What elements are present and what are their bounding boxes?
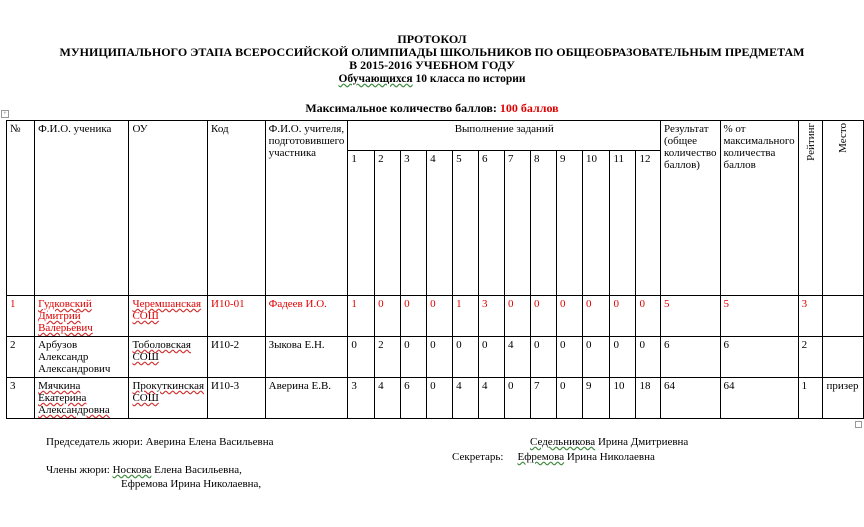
row-percent: 64	[720, 378, 798, 419]
row-rating: 3	[798, 296, 823, 337]
row-score: 0	[636, 337, 661, 378]
secretary-surname: Ефремова	[517, 451, 565, 463]
row-score: 0	[427, 337, 453, 378]
protocol-class-line	[0, 73, 864, 86]
table-row	[7, 378, 864, 419]
row-score: 0	[557, 296, 583, 337]
header-name: Ф.И.О. ученика	[35, 121, 129, 296]
task-number: 3	[401, 151, 427, 296]
row-percent: 6	[720, 337, 798, 378]
row-result: 5	[661, 296, 721, 337]
task-number: 10	[582, 151, 609, 296]
protocol-title: ПРОТОКОЛ	[397, 32, 467, 46]
row-result: 6	[661, 337, 721, 378]
jury-member2: Ефремова Ирина Николаевна,	[121, 478, 262, 490]
row-rating: 1	[798, 378, 823, 419]
jury-right-name	[530, 436, 688, 448]
secretary-label: Секретарь:	[452, 451, 504, 463]
task-number: 12	[636, 151, 661, 296]
row-school-text: Тоболовская СОШ	[132, 339, 191, 363]
row-score: 0	[531, 337, 557, 378]
row-score: 1	[348, 296, 375, 337]
row-place	[823, 337, 864, 378]
jury-right-surname: Седельникова	[530, 436, 596, 448]
row-score: 0	[427, 296, 453, 337]
row-rating: 2	[798, 337, 823, 378]
secretary-line	[452, 451, 655, 463]
row-name	[35, 378, 129, 419]
task-number: 9	[557, 151, 583, 296]
row-score: 3	[479, 296, 505, 337]
row-school-text: Черемшанская СОШ	[132, 298, 202, 322]
row-score: 0	[505, 296, 531, 337]
row-score: 0	[479, 337, 505, 378]
row-place: призер	[823, 378, 864, 419]
row-score: 0	[348, 337, 375, 378]
row-score: 0	[610, 296, 636, 337]
jury-members	[46, 464, 242, 476]
protocol-subtitle: МУНИЦИПАЛЬНОГО ЭТАПА ВСЕРОССИЙСКОЙ ОЛИМПИАДЫ ШКОЛЬНИКОВ ПО ОБЩЕОБРАЗОВАТЕЛЬНЫМ ПРЕДМЕТАМ	[59, 45, 805, 59]
row-score: 0	[557, 378, 583, 419]
row-school-text: Прокуткинская СОШ	[132, 380, 205, 404]
task-number: 8	[531, 151, 557, 296]
row-score: 0	[401, 296, 427, 337]
row-score: 4	[375, 378, 401, 419]
header-tasks: Выполнение заданий	[348, 121, 661, 151]
header-school: ОУ	[129, 121, 208, 296]
max-score-value: 100 баллов	[499, 101, 559, 115]
task-number: 1	[348, 151, 375, 296]
row-score: 0	[610, 337, 636, 378]
task-number: 4	[427, 151, 453, 296]
header-percent: % от максимального количества баллов	[720, 121, 798, 296]
row-score: 4	[505, 337, 531, 378]
row-score: 4	[453, 378, 479, 419]
jury-chair: Председатель жюри: Аверина Елена Васильевна	[46, 436, 274, 448]
row-score: 0	[401, 337, 427, 378]
jury-member1-surname: Носкова	[112, 464, 152, 476]
header-result: Результат (общее количество баллов)	[661, 121, 721, 296]
row-name: Арбузов Александр Александрович	[35, 337, 129, 378]
jury-right-rest: Ирина Дмитриевна	[595, 436, 689, 448]
row-score: 0	[453, 337, 479, 378]
row-teacher: Зыкова Е.Н.	[265, 337, 348, 378]
header-place-text: Место	[837, 123, 850, 153]
row-score: 0	[636, 296, 661, 337]
header-rating	[798, 121, 823, 296]
row-result: 64	[661, 378, 721, 419]
table-row	[7, 337, 864, 378]
row-name-text: Гудковский Дмитрий Валерьевич	[38, 298, 93, 334]
row-code: И10-3	[208, 378, 266, 419]
header-rating-text: Рейтинг	[804, 123, 817, 161]
header-teacher: Ф.И.О. учителя, подготовившего участника	[265, 121, 348, 296]
task-number: 11	[610, 151, 636, 296]
row-score: 4	[479, 378, 505, 419]
max-score-line	[0, 101, 864, 116]
row-teacher: Фадеев И.О.	[265, 296, 348, 337]
table-row	[7, 296, 864, 337]
jury-member1-rest: Елена Васильевна,	[151, 464, 242, 476]
row-score: 0	[375, 296, 401, 337]
row-school	[129, 378, 208, 419]
header-code: Код	[208, 121, 266, 296]
task-number: 7	[505, 151, 531, 296]
row-name	[35, 296, 129, 337]
row-teacher: Аверина Е.В.	[265, 378, 348, 419]
row-score: 10	[610, 378, 636, 419]
row-score: 0	[531, 296, 557, 337]
row-num: 1	[7, 296, 35, 337]
row-percent: 5	[720, 296, 798, 337]
row-score: 1	[453, 296, 479, 337]
table-move-handle[interactable]: +	[1, 110, 9, 118]
row-score: 0	[505, 378, 531, 419]
row-score: 7	[531, 378, 557, 419]
max-score-label: Максимальное количество баллов:	[305, 101, 500, 115]
row-name-text: Мячкина Екатерина Александровна	[38, 380, 110, 416]
class-line-word: Обучающихся	[338, 73, 413, 85]
header-place	[823, 121, 864, 296]
task-number: 2	[375, 151, 401, 296]
row-score: 0	[557, 337, 583, 378]
row-score: 6	[401, 378, 427, 419]
row-num: 3	[7, 378, 35, 419]
header-num: №	[7, 121, 35, 296]
row-num: 2	[7, 337, 35, 378]
results-table	[6, 120, 864, 419]
row-score: 18	[636, 378, 661, 419]
row-code: И10-01	[208, 296, 266, 337]
row-score: 2	[375, 337, 401, 378]
row-place	[823, 296, 864, 337]
row-school	[129, 337, 208, 378]
row-score: 0	[427, 378, 453, 419]
task-number: 5	[453, 151, 479, 296]
jury-members-label: Члены жюри:	[46, 464, 113, 476]
row-score: 0	[582, 296, 609, 337]
class-line-rest: 10 класса по истории	[412, 73, 526, 85]
row-score: 9	[582, 378, 609, 419]
secretary-rest: Ирина Николаевна	[564, 451, 655, 463]
row-score: 0	[582, 337, 609, 378]
row-score: 3	[348, 378, 375, 419]
protocol-year: В 2015-2016 УЧЕБНОМ ГОДУ	[349, 58, 515, 72]
table-resize-handle[interactable]	[855, 421, 862, 428]
row-code: И10-2	[208, 337, 266, 378]
task-number: 6	[479, 151, 505, 296]
row-school	[129, 296, 208, 337]
